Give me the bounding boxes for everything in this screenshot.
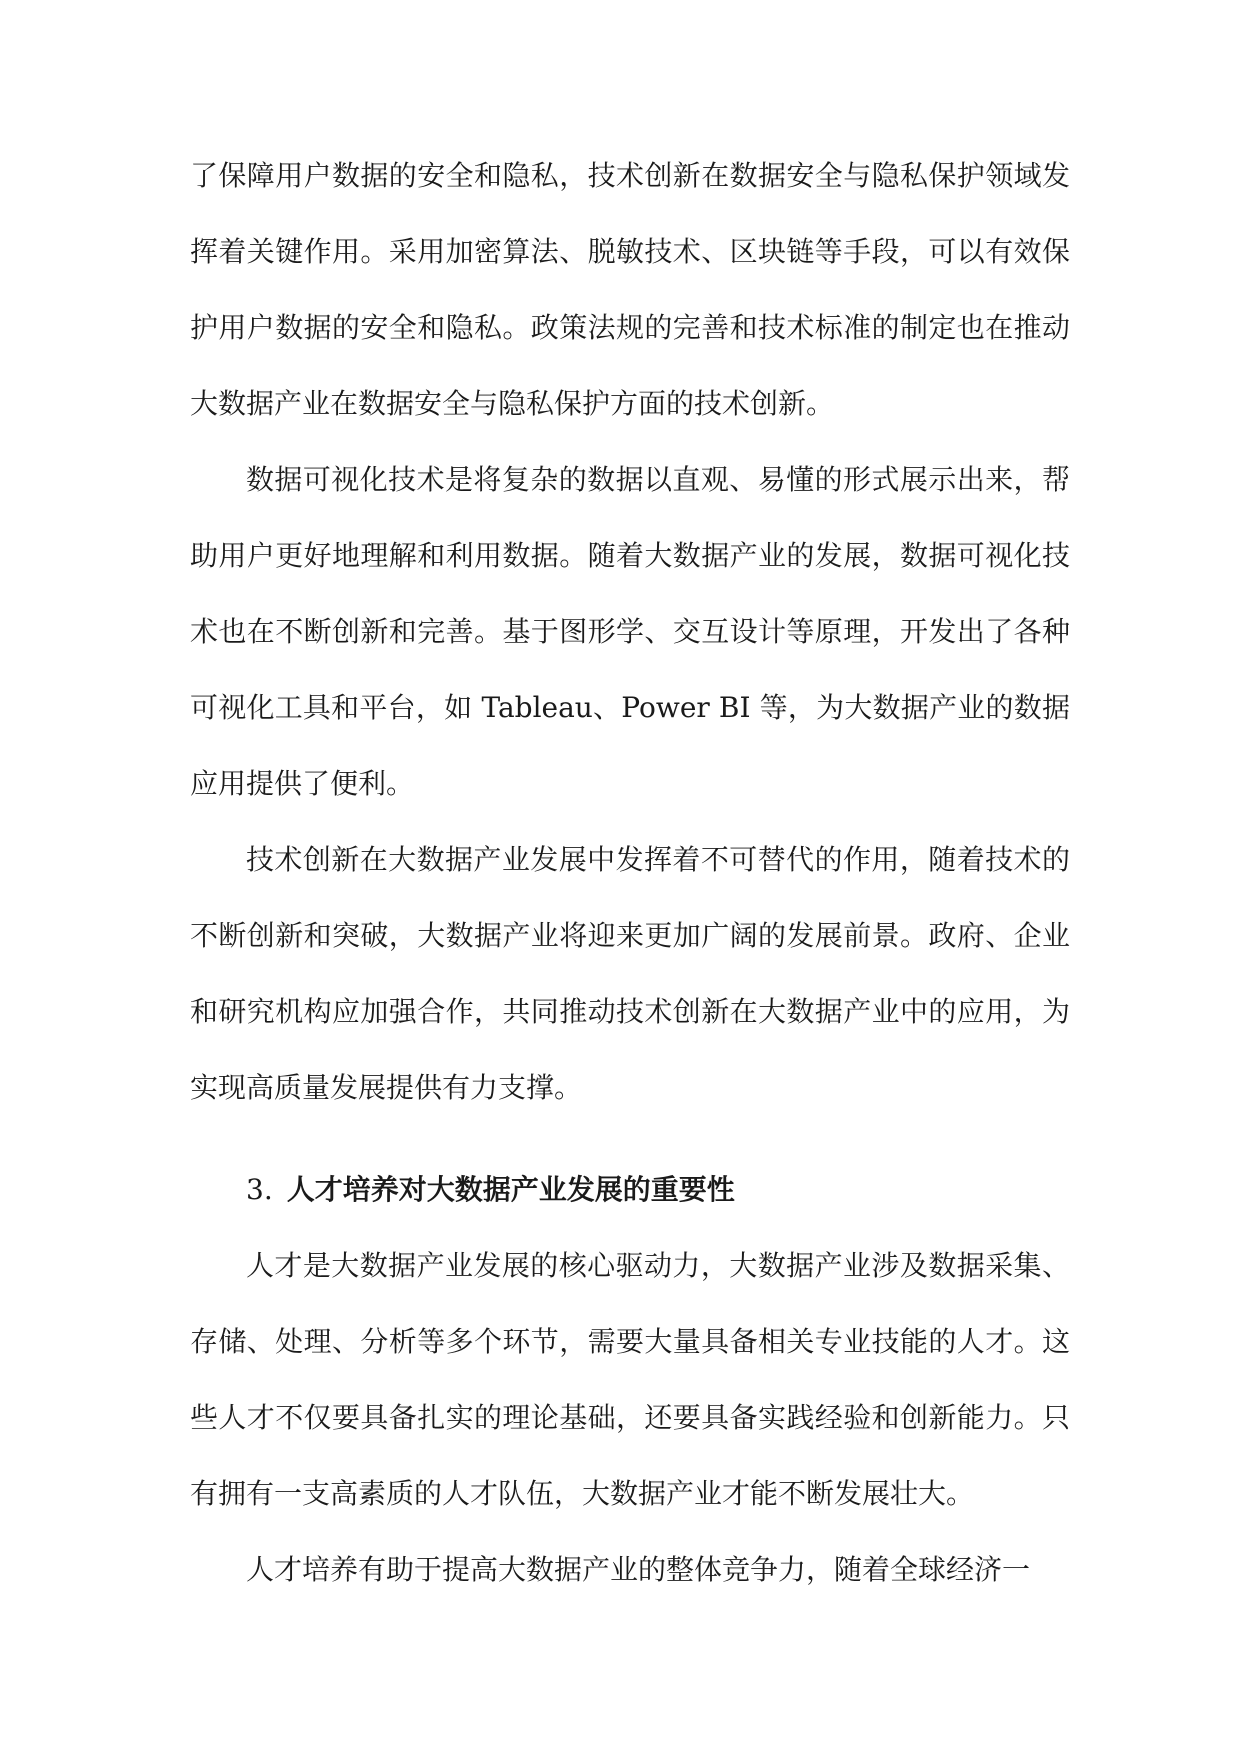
paragraph-data-security-continued: 了保障用户数据的安全和隐私，技术创新在数据安全与隐私保护领域发挥着关键作用。采用加密算法、脱敏技术、区块链等手段，可以有效保护用户数据的安全和隐私。政策法规的完善和技术标准的制定也在推动大数据产业在数据安全与隐私保护方面的技术创新。 [190,159,1070,420]
paragraph-talent-competitiveness: 人才培养有助于提高大数据产业的整体竞争力，随着全球经济一 [246,1553,1031,1586]
section-title: 人才培养对大数据产业发展的重要性 [286,1173,735,1206]
paragraph-tech-innovation-summary: 技术创新在大数据产业发展中发挥着不可替代的作用，随着技术的不断创新和突破，大数据产业将迎来更加广阔的发展前景。政府、企业和研究机构应加强合作，共同推动技术创新在大数据产业中的应用，为实现高质量发展提供有力支撑。 [190,843,1070,1104]
section-number: 3. [246,1173,273,1206]
section-heading [190,1152,1070,1228]
paragraph-talent-core-driver: 人才是大数据产业发展的核心驱动力，大数据产业涉及数据采集、存储、处理、分析等多个环节，需要大量具备相关专业技能的人才。这些人才不仅要具备扎实的理论基础，还要具备实践经验和创新能力。只有拥有一支高素质的人才队伍，大数据产业才能不断发展壮大。 [190,1249,1070,1510]
document-page [190,138,1070,1608]
paragraph-data-visualization: 数据可视化技术是将复杂的数据以直观、易懂的形式展示出来，帮助用户更好地理解和利用数据。随着大数据产业的发展，数据可视化技术也在不断创新和完善。基于图形学、交互设计等原理，开发出了各种可视化工具和平台，如 Tableau、Power BI 等，为大数据产业的数据应用提供了便利。 [190,463,1070,800]
